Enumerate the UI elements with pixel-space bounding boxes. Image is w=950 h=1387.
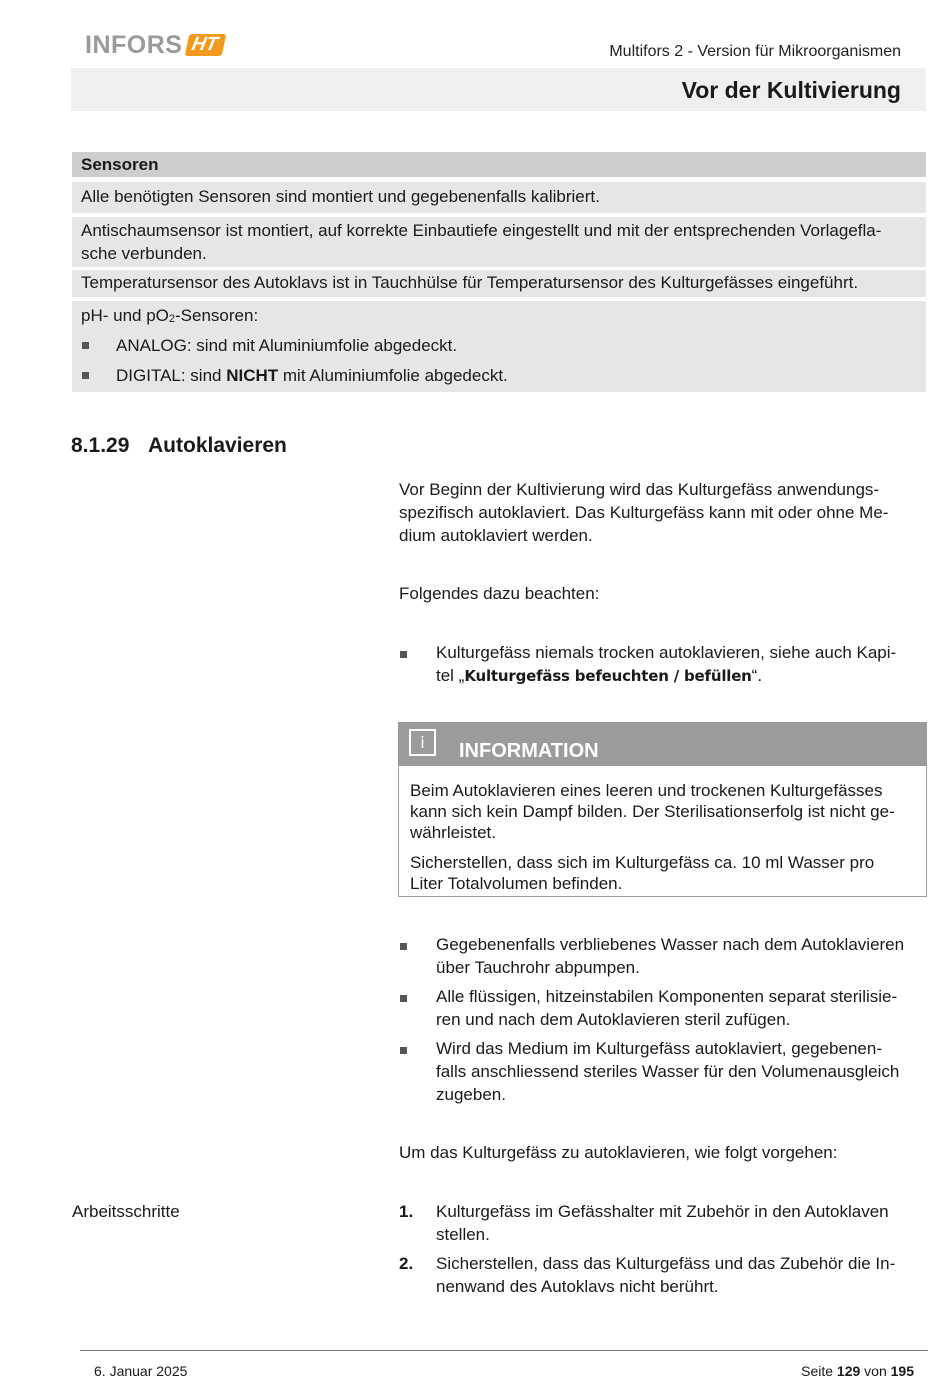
sensors-suffix: -Sensoren: <box>175 306 259 325</box>
list-item <box>399 985 927 1031</box>
sensor-table-heading: Sensoren <box>72 152 926 177</box>
information-header <box>399 723 926 766</box>
bullet-a-line-1: Kulturgefäss niemals trocken autoklavieren, siehe auch Kapi- <box>436 643 897 662</box>
sensor-row-4 <box>72 301 926 392</box>
logo-badge: HT <box>185 34 227 56</box>
note-intro: Folgendes dazu beachten: <box>399 584 600 603</box>
step-number: 2. <box>399 1254 414 1273</box>
sensor-row-2-line-2: sche verbunden. <box>81 244 207 263</box>
sensor-row-2 <box>72 217 926 267</box>
bullet-square-icon <box>400 1047 407 1054</box>
list-item <box>399 1037 927 1106</box>
procedure-intro: Um das Kulturgefäss zu autoklavieren, wie folgt vorgehen: <box>399 1143 838 1162</box>
subscript-2: 2 <box>168 313 176 325</box>
bullet-d-line-1: Wird das Medium im Kulturgefäss autoklaviert, gegebenen- <box>436 1039 882 1058</box>
step-2-line-2: nenwand des Autoklavs nicht berührt. <box>436 1277 719 1296</box>
bullet-square-icon <box>400 651 407 658</box>
step-1-line-1: Kulturgefäss im Gefässhalter mit Zubehör in den Autoklaven <box>436 1202 889 1221</box>
step-item <box>399 1200 927 1246</box>
side-label-work-steps: Arbeitsschritte <box>72 1202 180 1221</box>
intro-paragraph <box>399 478 919 547</box>
page-prefix: Seite <box>801 1363 837 1379</box>
logo-text: INFORS <box>85 30 183 59</box>
sensor-row-2-line-1: Antischaumsensor ist montiert, auf korrekte Einbautiefe eingestellt und mit der entsprechenden Vorlagefla- <box>81 221 882 240</box>
bullet-square-icon <box>82 342 89 349</box>
information-box <box>398 722 927 897</box>
company-logo <box>85 30 225 60</box>
digital-text-post: mit Aluminiumfolie abgedeckt. <box>278 366 508 385</box>
sensor-bullet-analog <box>81 333 917 363</box>
bullet-a-line-2 <box>436 664 927 688</box>
info-p1-line-3: währleistet. <box>410 823 496 842</box>
sensor-row-4-title <box>81 303 917 333</box>
bullet-c-line-1: Alle flüssigen, hitzeinstabilen Komponenten separat sterilisie- <box>436 987 898 1006</box>
info-p2-line-2: Liter Totalvolumen befinden. <box>410 874 623 893</box>
information-paragraph-1 <box>410 780 916 843</box>
footer-page-number <box>801 1362 914 1380</box>
bullet-a-post: “. <box>751 666 763 685</box>
info-p2-line-1: Sicherstellen, dass sich im Kulturgefäss ca. 10 ml Wasser pro <box>410 853 875 872</box>
bullet-d-line-2: falls anschliessend steriles Wasser für den Volumenausgleich <box>436 1062 900 1081</box>
information-body <box>399 766 926 894</box>
analog-text: ANALOG: sind mit Aluminiumfolie abgedeckt. <box>116 336 458 355</box>
bullet-b-line-2: über Tauchrohr abpumpen. <box>436 958 640 977</box>
section-title: Autoklavieren <box>148 434 287 457</box>
step-1-line-2: stellen. <box>436 1225 490 1244</box>
step-number: 1. <box>399 1202 414 1221</box>
digital-text-bold: NICHT <box>226 366 279 385</box>
intro-line-1: Vor Beginn der Kultivierung wird das Kulturgefäss anwendungs- <box>399 480 880 499</box>
information-label: INFORMATION <box>459 740 599 762</box>
bullet-square-icon <box>400 995 407 1002</box>
bullet-square-icon <box>400 943 407 950</box>
bullet-c-line-2: ren und nach dem Autoklavieren steril zufügen. <box>436 1010 791 1029</box>
bullet-a-pre: tel „ <box>436 666 465 685</box>
digital-text-pre: DIGITAL: sind <box>116 366 227 385</box>
info-icon: i <box>409 729 436 756</box>
chapter-title: Vor der Kultivierung <box>681 77 901 103</box>
sensor-bullet-digital <box>81 363 917 393</box>
intro-line-2: spezifisch autoklaviert. Das Kulturgefäss kann mit oder ohne Me- <box>399 503 889 522</box>
section-number: 8.1.29 <box>71 434 130 457</box>
footer-date: 6. Januar 2025 <box>94 1363 188 1379</box>
bullet-d-line-3: zugeben. <box>436 1085 506 1104</box>
step-item <box>399 1252 927 1298</box>
bullet-b-line-1: Gegebenenfalls verbliebenes Wasser nach dem Autoklavieren <box>436 935 905 954</box>
page-mid: von <box>860 1363 891 1379</box>
sensor-row-3: Temperatursensor des Autoklavs ist in Tauchhülse für Temperatursensor des Kulturgefässes eingeführt. <box>72 270 926 297</box>
bullet-square-icon <box>82 372 89 379</box>
ph-po2-text: pH- und pO <box>81 306 169 325</box>
intro-line-3: dium autoklaviert werden. <box>399 526 593 545</box>
list-item <box>399 641 927 688</box>
section-heading <box>71 433 287 459</box>
information-paragraph-2 <box>410 852 916 894</box>
page-current: 129 <box>836 1363 861 1379</box>
step-2-line-1: Sicherstellen, dass das Kulturgefäss und das Zubehör die In- <box>436 1254 896 1273</box>
document-subtitle: Multifors 2 - Version für Mikroorganismen <box>609 43 901 60</box>
page-total: 195 <box>890 1363 914 1379</box>
list-item <box>399 933 927 979</box>
sensor-row-1: Alle benötigten Sensoren sind montiert und gegebenenfalls kalibriert. <box>72 182 926 213</box>
footer-divider <box>80 1350 928 1351</box>
info-p1-line-1: Beim Autoklavieren eines leeren und trockenen Kulturgefässes <box>410 781 883 800</box>
chapter-reference-link[interactable]: Kulturgefäss befeuchten / befüllen <box>464 667 752 685</box>
info-p1-line-2: kann sich kein Dampf bilden. Der Sterilisationserfolg ist nicht ge- <box>410 802 895 821</box>
